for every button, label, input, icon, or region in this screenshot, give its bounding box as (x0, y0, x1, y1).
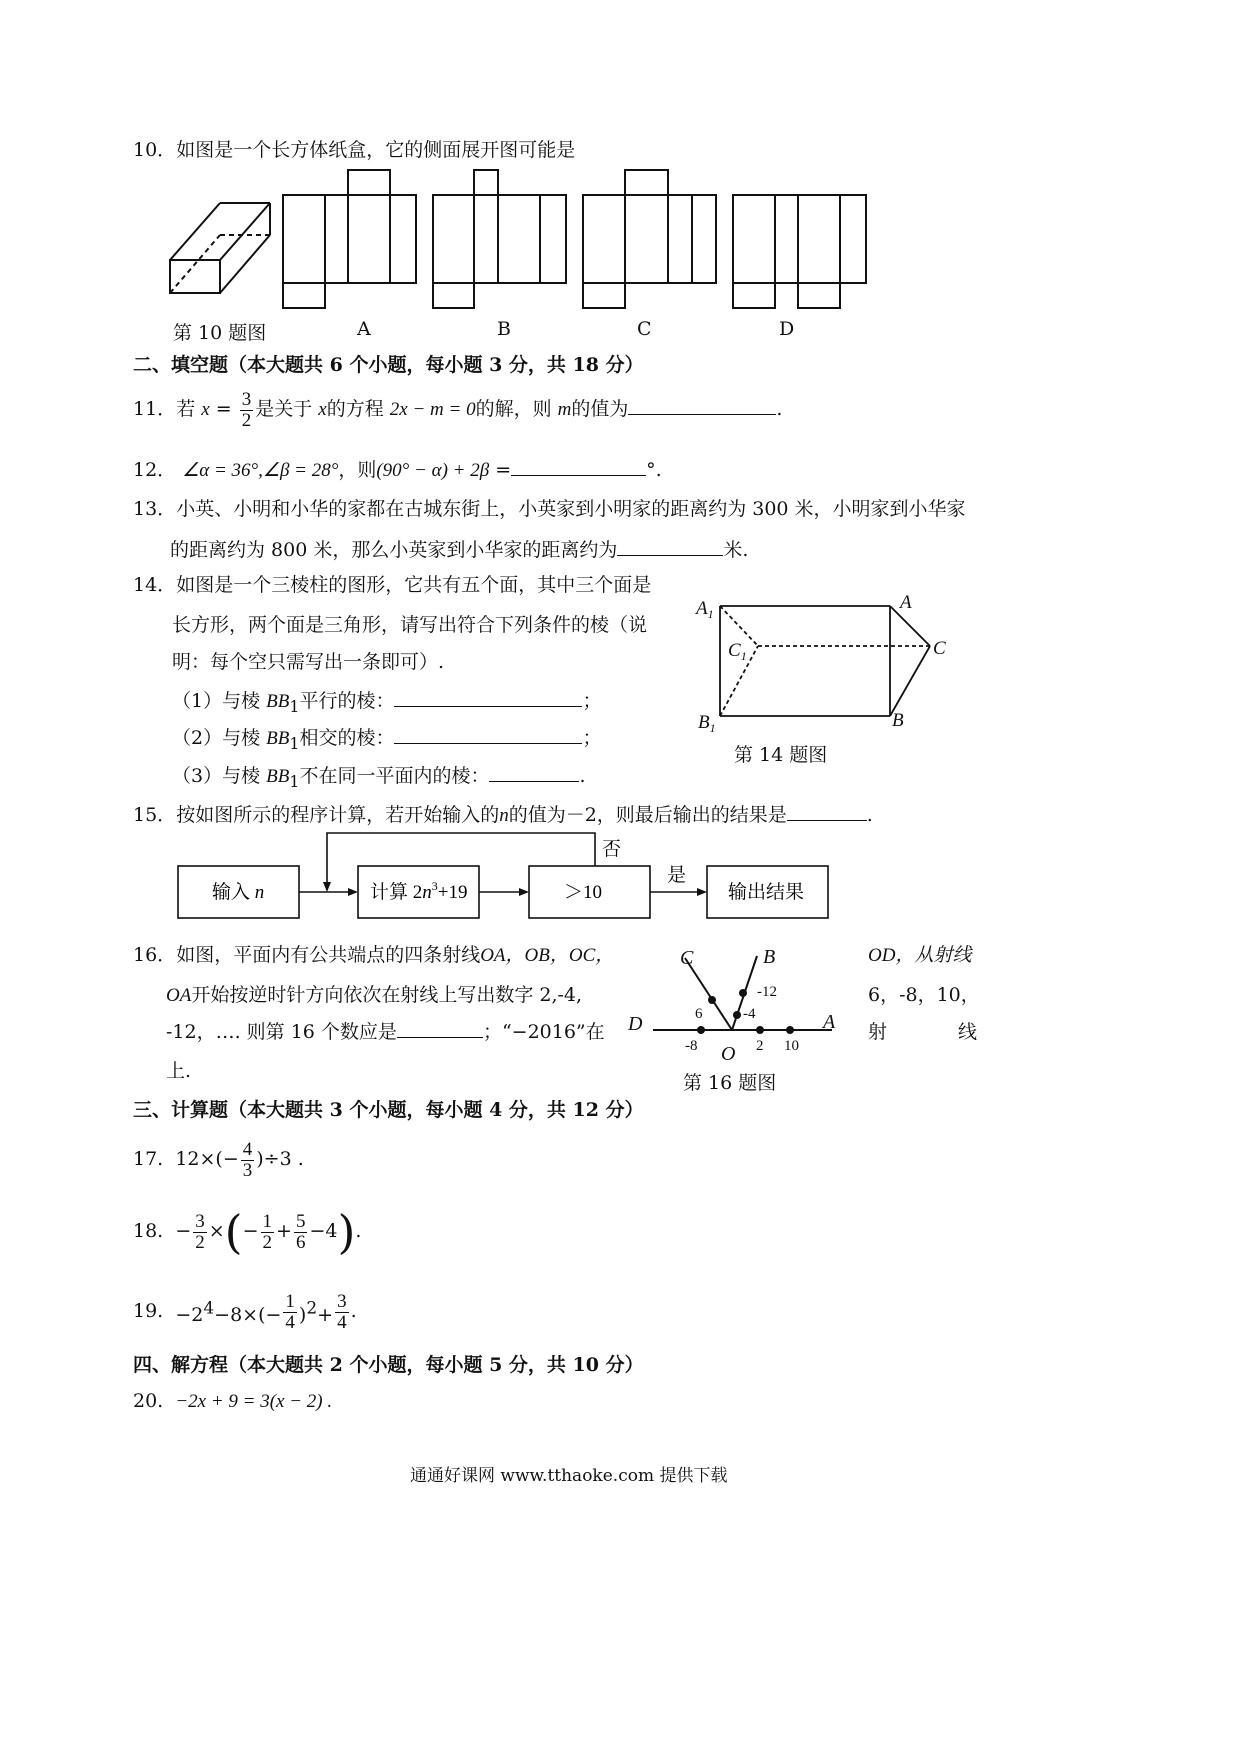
q16-line2: OA开始按逆时针方向依次在射线上写出数字 2,-4, (166, 984, 583, 1006)
q12-answer-blank[interactable] (511, 457, 646, 476)
flow-yes-label: 是 (667, 865, 687, 886)
q15-text: 15．按如图所示的程序计算，若开始输入的n的值为－2，则最后输出的结果是 . (133, 804, 873, 826)
q10-text: 10．如图是一个长方体纸盒，它的侧面展开图可能是 (133, 139, 576, 161)
ray-label-b: B (763, 946, 776, 968)
q14-item2: （2）与棱 $BB_1$相交的棱： ； (172, 727, 602, 753)
ray-label-d: D (628, 1013, 643, 1035)
num-m8: -8 (685, 1038, 698, 1054)
flow-no-label: 否 (602, 839, 622, 860)
q13-line1: 13．小英、小明和小华的家都在古城东街上，小英家到小明家的距离约为 300 米，小明家到小华家 (133, 498, 966, 520)
net-a (283, 170, 416, 308)
q18-text: 18. − $\frac{3}{2}$ ×(− $\frac{1}{2}$ + $\frac{5}{6}$ −4). (133, 1205, 362, 1259)
q20-text: 20. −2x + 9 = 3(x − 2) . (133, 1390, 333, 1412)
q10-figure (160, 165, 880, 315)
ray-label-c: C (680, 947, 694, 969)
label-b: B (892, 710, 904, 731)
flow-input-text: 输入 n (212, 882, 265, 903)
section-3-title: 三、计算题（本大题共 3 个小题，每小题 4 分，共 12 分） (133, 1099, 644, 1121)
ray-label-o: O (721, 1043, 736, 1065)
flow-compare-text: ＞10 (564, 882, 603, 903)
q14-item3: （3）与棱 $BB_1$不在同一平面内的棱： . (172, 765, 586, 791)
q13-line2: 的距离约为 800 米，那么小英家到小华家的距离约为 米. (170, 539, 749, 561)
q15-flowchart (170, 825, 870, 925)
q10-option-c: C (637, 318, 652, 340)
q17-text: 17. 12×(− $\frac{4}{3}$ )÷3 . (133, 1138, 304, 1181)
q14-line2: 长方形，两个面是三角形，请写出符合下列条件的棱（说 (172, 614, 648, 636)
q12-text: 12． ∠α = 36°,∠β = 28°，则(90° − α) + 2β = °. (133, 459, 662, 481)
net-b (433, 170, 566, 308)
ray-label-a: A (823, 1011, 836, 1033)
section-2-title: 二、填空题（本大题共 6 个小题，每小题 3 分，共 18 分） (133, 354, 644, 376)
footer-text: 通通好课网 www.tthaoke.com 提供下载 (410, 1466, 728, 1486)
q11-text: 11．若 x = $\frac{3}{2}$ 是关于 x的方程 2x − m = 0的解，则 m的值为 . (133, 388, 783, 431)
label-b1: $B_1$ (698, 712, 716, 735)
q16-line3: -12，…. 则第 16 个数应是 ；“−2016”在 (166, 1021, 605, 1043)
q14-item1: （1）与棱 $BB_1$平行的棱： ； (172, 690, 602, 716)
q13-answer-blank[interactable] (617, 537, 723, 556)
q14-line1: 14．如图是一个三棱柱的图形，它共有五个面，其中三个面是 (133, 574, 652, 596)
q14-line3: 明：每个空只需写出一条即可）. (172, 651, 445, 673)
flow-calc-text: 计算 $2n^3+19$ (370, 879, 468, 903)
section-4-title: 四、解方程（本大题共 2 个小题，每小题 5 分，共 10 分） (133, 1354, 644, 1376)
label-c1: $C_1$ (728, 640, 747, 663)
q16-line1-right: OD，从射线 (868, 945, 972, 966)
q10-option-d: D (779, 318, 795, 340)
q14-prism-figure (690, 588, 960, 738)
q16-answer-blank[interactable] (397, 1019, 483, 1038)
q19-text: 19. $-2^4-8\times(-$ $\frac{1}{4}$ )$^2$+ $\frac{3}{4}$ . (133, 1290, 357, 1333)
q16-line3-right-a: 射 (868, 1021, 888, 1043)
q14-caption: 第 14 题图 (734, 744, 828, 766)
num-m12: -12 (757, 984, 777, 1000)
label-a: A (900, 592, 912, 613)
num-2: 2 (756, 1038, 764, 1054)
q10-caption: 第 10 题图 (173, 322, 267, 344)
net-d (733, 195, 866, 308)
q14-blank-1[interactable] (394, 688, 582, 707)
num-6: 6 (695, 1006, 703, 1022)
flow-output-text: 输出结果 (728, 882, 805, 903)
q16-line4: 上. (166, 1060, 192, 1082)
q15-answer-blank[interactable] (787, 802, 867, 821)
net-c (583, 170, 716, 308)
q10-option-b: B (497, 318, 511, 340)
num-m4: -4 (743, 1006, 756, 1022)
num-10: 10 (784, 1038, 799, 1054)
q16-line1: 16．如图，平面内有公共端点的四条射线OA，OB，OC， (133, 944, 615, 966)
q14-blank-3[interactable] (489, 763, 579, 782)
q16-rays-figure (625, 938, 850, 1068)
q14-blank-2[interactable] (394, 725, 582, 744)
label-c: C (933, 638, 946, 659)
label-a1: $A_1$ (696, 598, 714, 621)
q11-answer-blank[interactable] (628, 396, 776, 415)
q16-line2-right: 6，-8，10， (868, 984, 980, 1006)
q10-option-a: A (357, 318, 371, 340)
q16-caption: 第 16 题图 (683, 1072, 777, 1094)
q16-line3-right-b: 线 (958, 1021, 978, 1043)
